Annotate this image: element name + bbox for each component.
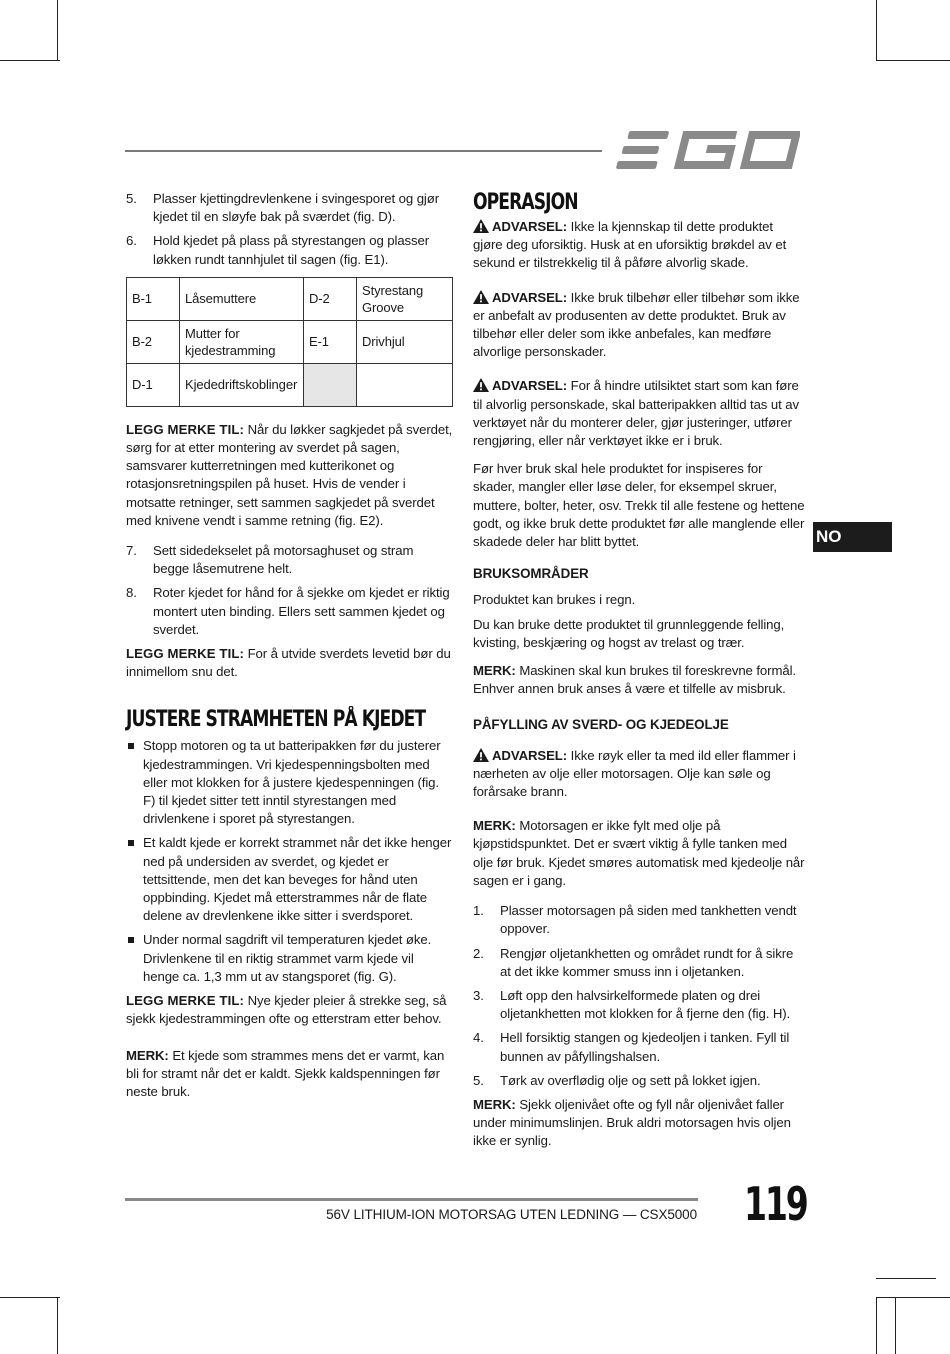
warning-paragraph: ADVARSEL: Ikke la kjennskap til dette produktet gjøre deg uforsiktig. Husk at en uforsiktig brøkdel av et sekund er tilstrekkelig til å påføre alvorlig skade. [473, 219, 787, 271]
inspect-paragraph: Før hver bruk skal hele produktet for inspiseres for skader, mangler eller løse deler, for eksempel skruer, muttere, bolter, heter, osv. Trekk til alle festene og hettene godt, og ikke bruk dette produktet før alle manglende eller skadede deler har blitt byttet. [473, 461, 805, 550]
crop-mark [876, 1278, 936, 1279]
table-row [127, 320, 453, 363]
list-item: 4. Hell forsiktig stangen og kjedeoljen i tanken. Fyll til bunnen av påfyllingshalsen. [473, 1030, 790, 1064]
language-tab: NO [813, 522, 892, 552]
table-cell: Mutter for kjedestramming [180, 320, 304, 363]
subheading: BRUKSOMRÅDER [473, 566, 589, 582]
list-item: 5. Plasser kjettingdrevlenkene i svingesporet og gjør kjedet til en sløyfe bak på sværdet (fig. D). [126, 191, 440, 225]
footer-rule [125, 1198, 698, 1201]
bullet-icon [128, 937, 134, 943]
table-cell: D-2 [304, 277, 357, 320]
table-cell: Kjededriftskoblinger [180, 363, 304, 406]
ego-logo [616, 128, 800, 172]
section-heading: OPERASJON [473, 190, 578, 215]
table-cell: Drivhjul [357, 320, 453, 363]
merk-paragraph: MERK: Et kjede som strammes mens det er varmt, kan bli for stramt når det er kaldt. Sjekk kaldspenningen før neste bruk. [126, 1047, 445, 1099]
merk-paragraph: MERK: Maskinen skal kun brukes til foreskrevne formål. Enhver annen bruk anses å være et tilfelle av misbruk. [473, 663, 796, 697]
header-rule [125, 150, 602, 152]
right-column [473, 190, 805, 1157]
table-cell: Låsemuttere [180, 277, 304, 320]
warning-paragraph: ADVARSEL: Ikke røyk eller ta med ild eller flammer i nærheten av olje eller motorsagen. Olje kan søle og forårsake brann. [473, 747, 796, 800]
warning-paragraph: ADVARSEL: Ikke bruk tilbehør eller tilbehør som ikke er anbefalt av produsenten av dette produktet. Bruk av tilbehør eller deler som ikke anbefales, kan medføre alvorlige personskader. [473, 289, 800, 360]
table-cell-empty [357, 363, 453, 406]
note-paragraph: LEGG MERKE TIL: Når du løkker sagkjedet på sverdet, sørg for at etter montering av sverdet på sagen, samsvarer kutterretningen med kutterikonet og rotasjonsretningspilen på huset. Hvis de vender i motsatte retninger, sett sammen sagkjedet på sverdet med knivene vendt i samme retning (fig. E2). [126, 421, 453, 528]
steps-list-b [126, 542, 453, 639]
crop-mark [876, 0, 877, 60]
table-cell: B-2 [127, 320, 180, 363]
merk-paragraph: MERK: Sjekk oljenivået ofte og fyll når oljenivået faller under minimumslinjen. Bruk aldri motorsagen hvis oljen ikke er synlig. [473, 1096, 791, 1149]
bullet-icon [128, 840, 134, 846]
crop-mark [876, 60, 950, 61]
left-column [126, 190, 453, 1107]
page-number: 119 [744, 1177, 807, 1231]
table-cell: D-1 [127, 363, 180, 406]
list-item: 7. Sett sidedekselet på motorsaghuset og stram begge låsemutrene helt. [126, 543, 414, 577]
table-row [127, 277, 453, 320]
body-paragraph: Produktet kan brukes i regn. [473, 592, 636, 608]
crop-mark [0, 1297, 60, 1298]
warning-paragraph: ADVARSEL: For å hindre utilsiktet start som kan føre til alvorlig personskade, skal batteripakken alltid tas ut av verktøyet når du monterer deler, gjør justeringer, utfører rengjøring, eller når verktøyet ikke er i bruk. [473, 378, 799, 449]
list-item: 1. Plasser motorsagen på siden med tankhetten vendt oppover. [473, 903, 797, 937]
steps-list-a [126, 190, 453, 269]
list-item: Stopp motoren og ta ut batteripakken før du justerer kjedestrammingen. Vri kjedespenningsbolten med eller mot klokken for å justere kjedespenningen (fig. F) til kjedet sitter tett inntil styrestangen med drivlenkene i sporet på styrestangen. [126, 737, 453, 828]
body-paragraph: Du kan bruke dette produktet til grunnleggende felling, kvisting, beskjæring og hogst av trelast og trær. [473, 616, 785, 650]
footer-title: 56V LITHIUM-ION MOTORSAG UTEN LEDNING — CSX5000 [326, 1207, 697, 1222]
list-item: 6. Hold kjedet på plass på styrestangen og plasser løkken rundt tannhjulet til sagen (fig. E1). [126, 233, 430, 267]
table-cell: E-1 [304, 320, 357, 363]
list-item: 3. Løft opp den halvsirkelformede platen og drei oljetankhetten mot klokken for å fjerne den (fig. H). [473, 987, 791, 1022]
subheading: PÅFYLLING AV SVERD- OG KJEDEOLJE [473, 717, 729, 733]
crop-mark [0, 60, 60, 61]
merk-paragraph: MERK: Motorsagen er ikke fylt med olje på kjøpstidspunktet. Det er svært viktig å fylle tanken med olje før bruk. Kjedet smøres automatisk med kjedeolje når sagen er i gang. [473, 818, 805, 888]
list-item: Under normal sagdrift vil temperaturen kjedet øke. Drivlenkene til en riktig strammet varm kjede vil henge ca. 1,3 mm ut av stangsporet (fig. G). [126, 931, 453, 986]
warning-icon [473, 748, 489, 762]
table-cell: Styrestang Groove [357, 277, 453, 320]
list-item: Et kaldt kjede er korrekt strammet når det ikke henger ned på undersiden av sverdet, og kjedet er tettsittende, men det kan beveges for hånd uten oppbinding. Kjedet må etterstrammes når de flate delene av drevlenkene ikke sitter i sverdsporet. [126, 834, 453, 925]
crop-mark [57, 1297, 58, 1354]
warning-icon [473, 290, 489, 304]
steps-list [473, 902, 805, 1090]
list-item: 2. Rengjør oljetankhetten og området rundt for å sikre at det ikke kommer smuss inn i oljetanken. [473, 945, 794, 979]
list-item: 8. Roter kjedet for hånd for å sjekke om kjedet er riktig montert uten binding. Ellers sett sammen kjedet og sverdet. [126, 585, 450, 637]
warning-icon [473, 219, 489, 233]
parts-table [126, 277, 453, 407]
warning-icon [473, 378, 489, 392]
bullet-list [126, 737, 453, 986]
crop-mark [895, 1297, 896, 1354]
table-row [127, 363, 453, 406]
crop-mark [876, 1297, 877, 1354]
crop-mark [57, 0, 58, 60]
table-cell-empty [304, 363, 357, 406]
bullet-icon [128, 743, 134, 749]
note-paragraph: LEGG MERKE TIL: For å utvide sverdets levetid bør du innimellom snu det. [126, 646, 451, 680]
table-cell: B-1 [127, 277, 180, 320]
section-heading: JUSTERE STRAMHETEN PÅ KJEDET [126, 707, 426, 733]
crop-mark [876, 1297, 950, 1298]
list-item: 5. Tørk av overflødig olje og sett på lokket igjen. [473, 1072, 761, 1088]
note-paragraph: LEGG MERKE TIL: Nye kjeder pleier å strekke seg, så sjekk kjedestrammingen ofte og etterstram etter behov. [126, 993, 447, 1027]
